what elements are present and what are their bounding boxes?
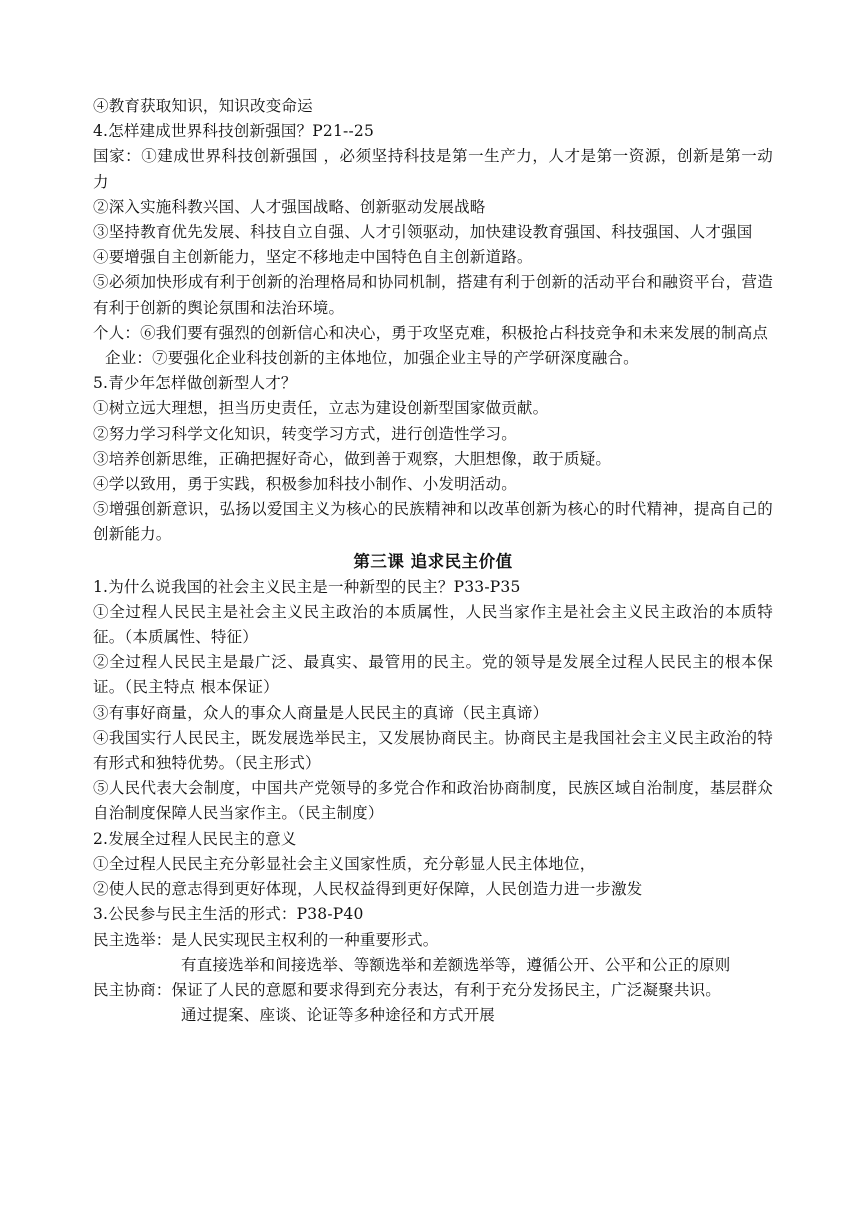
- text-paragraph: ⑤必须加快形成有利于创新的治理格局和协同机制，搭建有利于创新的活动平台和融资平台，营造有利于创新的舆论氛围和法治环境。: [93, 273, 773, 317]
- question-heading: 1.为什么说我国的社会主义民主是一种新型的民主？P33-P35: [93, 577, 521, 596]
- text-line: ②使人民的意志得到更好体现，人民权益得到更好保障，人民创造力进一步激发: [93, 880, 643, 899]
- document-page: [93, 94, 773, 1028]
- text-line: ④教育获取知识，知识改变命运: [93, 97, 313, 115]
- text-paragraph: ②全过程人民民主是最广泛、最真实、最管用的民主。党的领导是发展全过程人民民主的根本保证。（民主特点 根本保证）: [93, 653, 773, 697]
- question-heading: 5.青少年怎样做创新型人才？: [93, 374, 297, 393]
- question-heading: 2.发展全过程人民民主的意义: [93, 829, 297, 848]
- text-paragraph: ⑤人民代表大会制度，中国共产党领导的多党合作和政治协商制度，民族区域自治制度，基层群众自治制度保障人民当家作主。（民主制度）: [93, 779, 773, 823]
- text-span: 有直接选举和间接选举、等额选举和差额选举等，遵循公开、公平和公正的原则: [181, 955, 731, 974]
- text-paragraph: ③坚持教育优先发展、科技自立自强、人才引领驱动，加快建设教育强国、科技强国、人才强国: [93, 223, 753, 242]
- text-line: ①全过程人民民主充分彰显社会主义国家性质，充分彰显人民主体地位，: [93, 854, 596, 873]
- text-line: ④要增强自主创新能力，坚定不移地走中国特色自主创新道路。: [93, 248, 533, 267]
- text-paragraph: ⑤增强创新意识，弘扬以爱国主义为核心的民族精神和以改革创新为核心的时代精神，提高自己的创新能力。: [93, 500, 773, 544]
- text-line: ③有事好商量，众人的事众人商量是人民民主的真谛（民主真谛）: [93, 703, 549, 722]
- text-paragraph: 民主协商：保证了人民的意愿和要求得到充分表达，有利于充分发扬民主，广泛凝聚共识。: [93, 980, 722, 999]
- text-line: 企业：⑦要强化企业科技创新的主体地位，加强企业主导的产学研深度融合。: [105, 349, 639, 368]
- text-paragraph: ①全过程人民民主是社会主义民主政治的本质属性，人民当家作主是社会主义民主政治的本质特征。（本质属性、特征）: [93, 602, 773, 647]
- text-paragraph: ④我国实行人民民主，既发展选举民主，又发展协商民主。协商民主是我国社会主义民主政治的特有形式和独特优势。（民主形式）: [93, 728, 773, 773]
- text-line: ④学以致用，勇于实践，积极参加科技小制作、小发明活动。: [93, 475, 517, 494]
- question-heading: 4.怎样建成世界科技创新强国？P21--25: [93, 122, 375, 141]
- text-line: ③培养创新思维，正确把握好奇心，做到善于观察，大胆想像，敢于质疑。: [93, 449, 612, 468]
- text-line: ②努力学习科学文化知识，转变学习方式，进行创造性学习。: [93, 424, 517, 443]
- text-line: 民主选举：是人民实现民主权利的一种重要形式。: [93, 930, 439, 949]
- text-paragraph: 个人：⑥我们要有强烈的创新信心和决心，勇于攻坚克难，积极抢占科技竞争和未来发展的制高点: [93, 323, 769, 342]
- text-paragraph: 国家：①建成世界科技创新强国 ，必须坚持科技是第一生产力，人才是第一资源，创新是第一动力: [93, 147, 773, 191]
- question-heading: 3.公民参与民主生活的形式：P38-P40: [93, 905, 364, 924]
- text-line: ②深入实施科教兴国、人才强国战略、创新驱动发展战略: [93, 197, 486, 216]
- text-line: 通过提案、座谈、论证等多种途径和方式开展: [181, 1006, 496, 1025]
- text-paragraph: [93, 953, 773, 978]
- lesson-title: 第三课 追求民主价值: [353, 551, 513, 571]
- text-line: ①树立远大理想，担当历史责任，立志为建设创新型国家做贡献。: [93, 399, 549, 418]
